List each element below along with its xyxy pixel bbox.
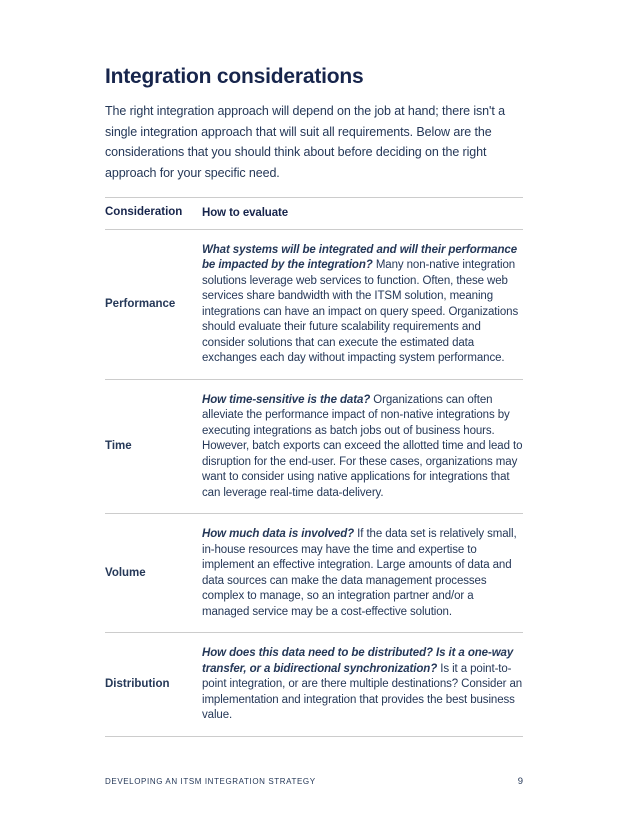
page-footer <box>105 776 523 787</box>
row-text <box>202 230 523 379</box>
row-label: Time <box>105 440 132 453</box>
row-question: How much data is involved? <box>202 528 355 540</box>
intro-paragraph: The right integration approach will depend on the job at hand; there isn't a single integration approach that will suit all requirements. Below are the considerations that you should think about before deciding on the right approach for your specific need. <box>105 104 505 180</box>
header-cell-consideration: Consideration <box>105 206 183 218</box>
table-row-distribution <box>105 633 523 737</box>
footer-page-number: 9 <box>517 776 523 787</box>
page-title: Integration considerations <box>105 65 364 88</box>
table-row-performance <box>105 230 523 380</box>
row-question: What systems will be integrated and will their performance be impacted by the integration? <box>202 243 517 271</box>
row-answer: Is it a point-to-point integration, or are there multiple destinations? Consider an implementation and integration that provides the best business value. <box>202 662 523 721</box>
row-question: How time-sensitive is the data? <box>202 393 371 406</box>
table-header-row <box>105 198 523 230</box>
row-label: Distribution <box>105 678 170 691</box>
row-answer: Many non-native integration solutions leverage web services to function. Often, these web services share bandwidth with the ITSM solution, meaning integrations can have an impact on query speed. Organizations should evaluate their future scalability requirements and consider solutions that can execute the estimated data exchanges each day without impacting system performance. <box>202 259 519 364</box>
row-label: Volume <box>105 567 146 579</box>
row-text <box>202 633 523 736</box>
row-answer: Organizations can often alleviate the performance impact of non-native integrations by executing integrations as batch jobs out of business hours. However, batch exports can exceed the allotted time and lead to disruption for the end-user. For these cases, organizations may want to consider using native applications for integrations that can leverage real-time data-delivery. <box>202 393 523 499</box>
header-cell-how-to-evaluate: How to evaluate <box>202 207 289 219</box>
considerations-table <box>105 197 523 737</box>
row-question: How does this data need to be distributed? Is it a one-way transfer, or a bidirectional synchronization? <box>202 647 514 675</box>
row-answer: If the data set is relatively small, in-house resources may have the time and expertise to implement an effective integration. Large amounts of data and data sources can make the data management processes complex to manage, so an integration partner and/or a managed service may be a cost-effective solution. <box>202 528 517 618</box>
row-text <box>202 380 523 514</box>
row-text <box>202 514 523 632</box>
table-row-time <box>105 380 523 515</box>
footer-doc-title: DEVELOPING AN ITSM INTEGRATION STRATEGY <box>105 777 316 786</box>
table-row-volume <box>105 514 523 633</box>
row-label: Performance <box>105 298 176 310</box>
page-content <box>105 0 523 737</box>
